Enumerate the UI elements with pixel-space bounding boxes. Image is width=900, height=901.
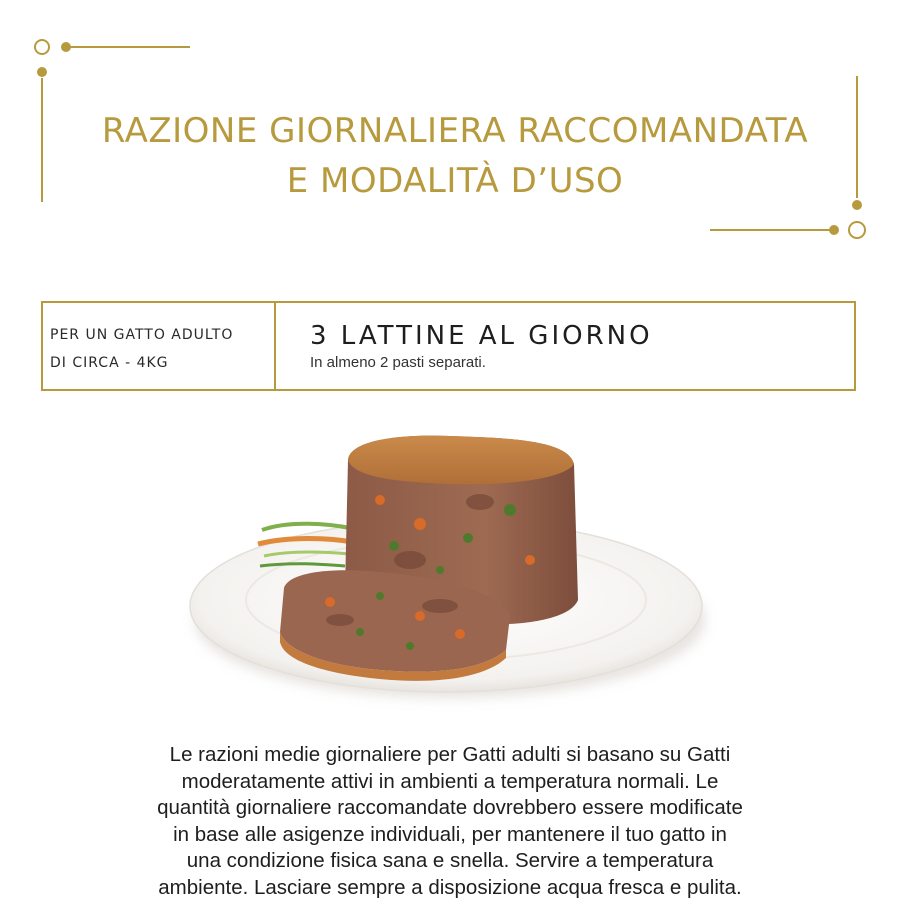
description-line: Le razioni medie giornaliere per Gatti adulti si basano su Gatti [60, 742, 840, 769]
description-line: moderatamente attivi in ambienti a temperatura normali. Le [60, 769, 840, 796]
ration-amount: 3 LATTINE AL GIORNO [310, 320, 653, 352]
ration-amount-cell [276, 303, 653, 389]
ration-target-line2: DI CIRCA - 4KG [50, 349, 274, 377]
ration-target-cell [43, 303, 276, 389]
page-title-line2: E MODALITÀ D’USO [60, 156, 850, 206]
ration-note: In almeno 2 pasti separati. [310, 354, 653, 371]
daily-ration-box [41, 301, 856, 391]
description-line: ambiente. Lasciare sempre a disposizione acqua fresca e pulita. [60, 875, 840, 901]
page-title-line1: RAZIONE GIORNALIERA RACCOMANDATA [60, 106, 850, 156]
ration-target-line1: PER UN GATTO ADULTO [50, 321, 274, 349]
description-line: in base alle asigenze individuali, per mantenere il tuo gatto in [60, 822, 840, 849]
description-line: una condizione fisica sana e snella. Servire a temperatura [60, 848, 840, 875]
usage-description [60, 742, 840, 901]
page-title [60, 106, 850, 206]
description-line: quantità giornaliere raccomandate dovrebbero essere modificate [60, 795, 840, 822]
product-image [180, 420, 720, 730]
